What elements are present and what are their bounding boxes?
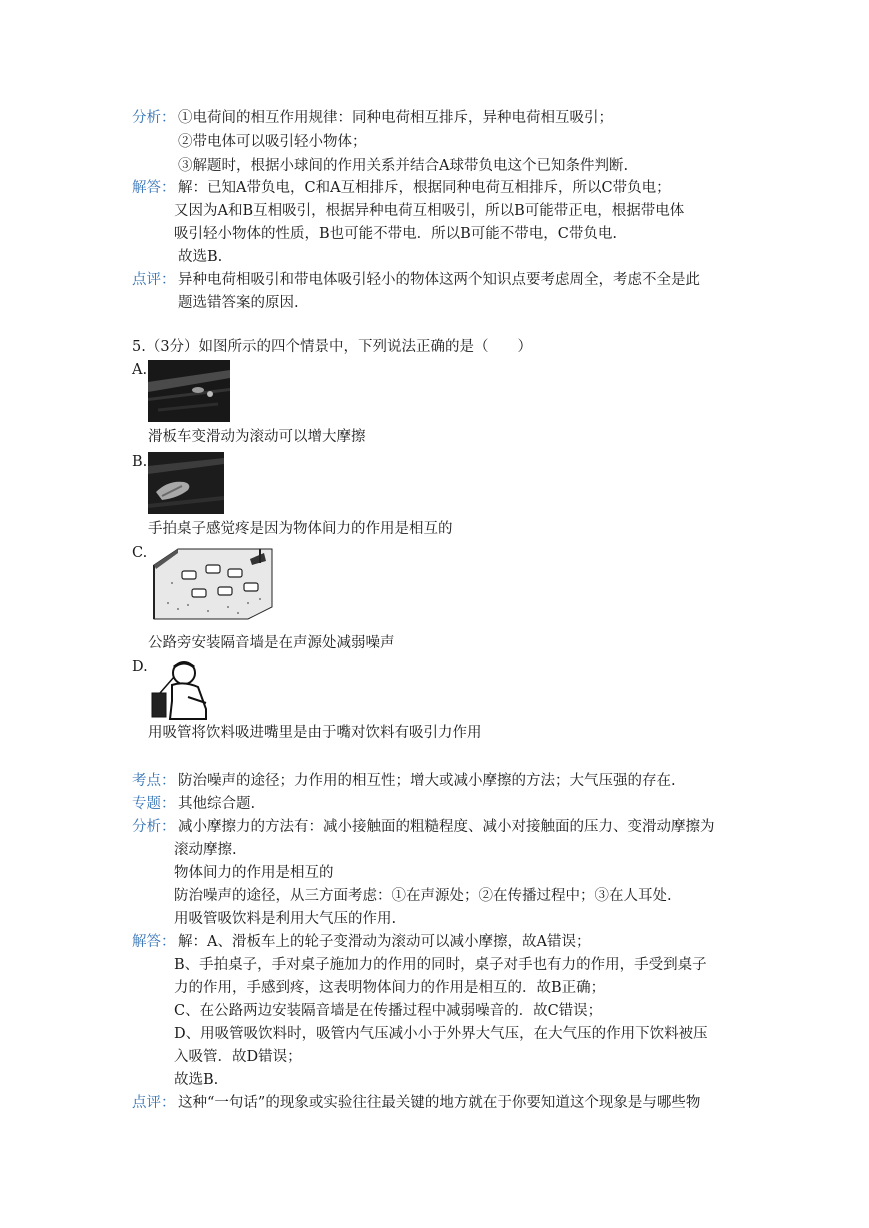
hand-slap-photo xyxy=(148,452,224,514)
q5-analysis-line: 物体间力的作用是相互的 xyxy=(174,865,334,881)
q4-comment-line: 题选错答案的原因. xyxy=(178,295,299,311)
q5-answer-line: C、在公路两边安装隔音墙是在传播过程中减弱噪音的．故C错误； xyxy=(174,1003,603,1019)
q4-comment-label: 点评： xyxy=(132,272,176,288)
q4-analysis-line: ②带电体可以吸引轻小物体； xyxy=(178,134,367,150)
q4-comment-line: 异种电荷相吸引和带电体吸引轻小的物体这两个知识点要考虑周全，考虑不全是此 xyxy=(178,272,700,288)
skateboard-photo xyxy=(148,360,230,422)
q4-answer-line: 解：已知A带负电，C和A互相排斥，根据同种电荷互相排斥，所以C带负电； xyxy=(178,180,671,196)
option-c-letter: C. xyxy=(132,545,148,561)
q5-zhuanti-label: 专题： xyxy=(132,796,176,812)
q4-answer-line: 吸引轻小物体的性质，B也可能不带电．所以B可能不带电，C带负电. xyxy=(174,226,618,242)
q5-analysis-line: 减小摩擦力的方法有：减小接触面的粗糙程度、减小对接触面的压力、变滑动摩擦为 xyxy=(178,819,715,835)
q5-answer-line: B、手拍桌子，手对桌子施加力的作用的同时，桌子对手也有力的作用，手受到桌子 xyxy=(174,957,707,973)
q4-analysis-line: ①电荷间的相互作用规律：同种电荷相互排斥，异种电荷相互吸引； xyxy=(178,110,613,126)
option-a-caption: 滑板车变滑动为滚动可以增大摩擦 xyxy=(148,429,366,445)
q5-analysis-line: 滚动摩擦. xyxy=(174,842,237,858)
option-d-letter: D. xyxy=(132,659,148,675)
option-b-letter: B. xyxy=(132,454,148,470)
q5-stem: 5.（3分）如图所示的四个情景中，下列说法正确的是（ ） xyxy=(132,339,533,355)
straw-drinking-drawing xyxy=(148,657,218,721)
q5-answer-line: 解：A、滑板车上的轮子变滑动为滚动可以减小摩擦，故A错误； xyxy=(178,934,591,950)
q5-zhuanti-text: 其他综合题. xyxy=(178,796,256,812)
option-d-caption: 用吸管将饮料吸进嘴里是由于嘴对饮料有吸引力作用 xyxy=(148,725,482,741)
q5-answer-line: 故选B. xyxy=(174,1072,219,1088)
q5-answer-line: 入吸管．故D错误； xyxy=(174,1049,302,1065)
q5-answer-label: 解答： xyxy=(132,934,176,950)
q5-answer-line: D、用吸管吸饮料时，吸管内气压减小小于外界大气压，在大气压的作用下饮料被压 xyxy=(174,1026,708,1042)
q5-comment-line: 这种“一句话”的现象或实验往往最关键的地方就在于你要知道这个现象是与哪些物 xyxy=(178,1095,701,1111)
q5-analysis-line: 用吸管吸饮料是利用大气压的作用. xyxy=(174,911,397,927)
q4-analysis-label: 分析： xyxy=(132,110,176,126)
q5-analysis-label: 分析： xyxy=(132,819,176,835)
option-b-caption: 手拍桌子感觉疼是因为物体间力的作用是相互的 xyxy=(148,521,453,537)
q4-answer-label: 解答： xyxy=(132,180,176,196)
q5-kaodian-label: 考点： xyxy=(132,773,176,789)
q5-answer-line: 力的作用，手感到疼，这表明物体间力的作用是相互的．故B正确； xyxy=(174,980,606,996)
q5-kaodian-text: 防治噪声的途径；力作用的相互性；增大或减小摩擦的方法；大气压强的存在. xyxy=(178,773,676,789)
option-a-letter: A. xyxy=(132,362,148,378)
q4-answer-line: 故选B. xyxy=(178,249,223,265)
q4-answer-line: 又因为A和B互相吸引，根据异种电荷互相吸引，所以B可能带正电，根据带电体 xyxy=(174,203,685,219)
q4-analysis-line: ③解题时，根据小球间的作用关系并结合A球带负电这个已知条件判断. xyxy=(178,158,629,174)
q5-analysis-line: 防治噪声的途径，从三方面考虑：①在声源处；②在传播过程中；③在人耳处. xyxy=(174,888,672,904)
q5-comment-label: 点评： xyxy=(132,1095,176,1111)
option-c-caption: 公路旁安装隔音墙是在声源处减弱噪声 xyxy=(148,635,395,651)
sound-barrier-drawing xyxy=(148,543,278,620)
